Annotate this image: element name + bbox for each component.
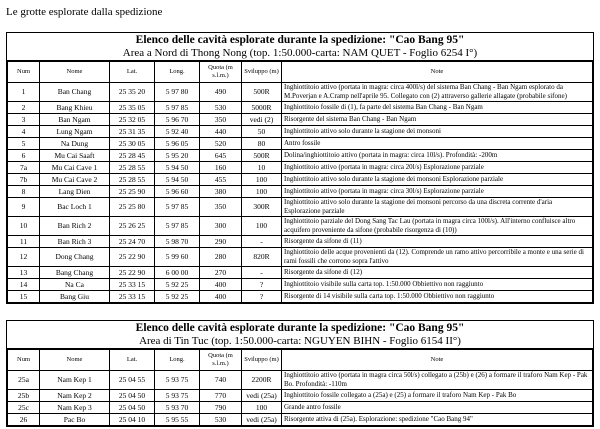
cell-quota: 400 [200,291,242,303]
cell-lat: 25 25 90 [110,186,155,198]
cell-long: 5 97 80 [155,83,200,102]
table-row [8,236,593,248]
cell-lat: 25 25 80 [110,198,155,217]
col-quota: Quota (m s.l.m.) [200,62,242,83]
cell-lat: 25 22 90 [110,267,155,279]
cell-num: 15 [8,291,40,303]
cell-quota: 290 [200,236,242,248]
table-row [8,114,593,126]
cell-quota: 300 [200,217,242,236]
cell-lat: 25 28 45 [110,150,155,162]
cell-num: 11 [8,236,40,248]
cell-long: 5 95 55 [155,414,200,426]
cell-quota: 490 [200,83,242,102]
cell-quota: 520 [200,138,242,150]
table-row [8,83,593,102]
cell-name: Pac Bo [40,414,110,426]
cell-long: 5 96 05 [155,138,200,150]
cell-svil: - [242,236,282,248]
cell-svil: ? [242,279,282,291]
cell-num: 26 [8,414,40,426]
column-headers [8,350,593,371]
cell-long: 5 96 60 [155,186,200,198]
cell-long: 5 92 25 [155,291,200,303]
cell-num: 6 [8,150,40,162]
cell-quota: 400 [200,279,242,291]
cell-svil: 100 [242,402,282,414]
cell-name: Na Dung [40,138,110,150]
table-row [8,267,593,279]
cell-name: Mu Cai Cave 2 [40,174,110,186]
cell-note: Inghiottitoio attivo (portata in magra circa 50l/s) collegato a (25b) e (26) a formare il traforo Nam Kep - Pak Bo. Profondità: -110m [282,371,593,390]
cell-note: Inghiottitoio delle acque provenienti da (12). Comprende un ramo attivo percorribile a monte e una serie di rami fossili che corrono sopra l'attivo [282,248,593,267]
cell-note: Risorgente di 14 visibile sulla carta top. 1:50.000 Obbiettivo non raggiunto [282,291,593,303]
cell-lat: 25 24 70 [110,236,155,248]
table-body [8,83,593,303]
col-lat: Lat. [110,62,155,83]
table-row [8,162,593,174]
cell-long: 5 93 75 [155,371,200,390]
table-row [8,279,593,291]
cell-name: Mu Cai Cave 1 [40,162,110,174]
cell-svil: 100 [242,174,282,186]
cell-svil: - [242,267,282,279]
table-row [8,371,593,390]
cell-lat: 25 26 25 [110,217,155,236]
cell-svil: 500R [242,83,282,102]
cell-long: 5 98 70 [155,236,200,248]
cell-lat: 25 28 55 [110,162,155,174]
cell-num: 8 [8,186,40,198]
cell-name: Na Ca [40,279,110,291]
table-row [8,390,593,402]
table-row [8,291,593,303]
cell-note: Inghiottitoio attivo (portata in magra: circa 400l/s) del sistema Ban Chang - Ban Ngam esplorato da M.Poverjan e A.Cramp nell'aprile 95. Collegato con (2) attraverso gallerie allagate (probabile sifone) [282,83,593,102]
cell-long: 5 92 25 [155,279,200,291]
table-body [8,371,593,426]
cell-lat: 25 04 10 [110,414,155,426]
cell-quota: 790 [200,402,242,414]
col-name: Nome [40,350,110,371]
caves-table-tin-tuc [6,320,594,427]
col-long: Long. [155,350,200,371]
cell-long: 5 93 70 [155,402,200,414]
col-sviluppo: Sviluppo (m) [242,62,282,83]
cell-quota: 380 [200,186,242,198]
cell-note: Risorgente da sifone di (11) [282,236,593,248]
cell-svil: ? [242,291,282,303]
table-row [8,126,593,138]
caves-table-thong-nong [6,32,594,304]
cell-long: 5 94 50 [155,174,200,186]
cell-num: 7a [8,162,40,174]
table-title: Elenco delle cavità esplorate durante la spedizione: "Cao Bang 95" [135,34,465,46]
table-row [8,138,593,150]
cell-num: 25b [8,390,40,402]
cell-svil: 820R [242,248,282,267]
cell-svil: 2200R [242,371,282,390]
cell-lat: 25 33 15 [110,279,155,291]
cell-note: Inghiottitoio visibile sulla carta top. 1:50.000 Obbiettivo non raggiunto [282,279,593,291]
cell-name: Bang Giu [40,291,110,303]
cell-quota: 350 [200,114,242,126]
cell-num: 25c [8,402,40,414]
cell-note: Inghiottitoio attivo solo durante la stagione dei monsoni [282,126,593,138]
cell-long: 6 00 00 [155,267,200,279]
cell-long: 5 97 85 [155,217,200,236]
cell-note: Inghiottitoio attivo (portata in magra: circa 30l/s) Esplorazione parziale [282,186,593,198]
cell-num: 4 [8,126,40,138]
col-note: Note [282,62,593,83]
table-subtitle: Area a Nord di Thong Nong (top. 1:50.000-carta: NAM QUET - Foglio 6254 I°) [122,47,478,59]
col-note: Note [282,350,593,371]
cell-note: Inghiottitoio attivo solo durante la stagione dei monsoni Esplorazione parziale [282,174,593,186]
cell-num: 9 [8,198,40,217]
cell-name: Lung Ngam [40,126,110,138]
table-row [8,102,593,114]
cell-num: 3 [8,114,40,126]
cell-note: Antro fossile [282,138,593,150]
cell-quota: 160 [200,162,242,174]
table-row [8,402,593,414]
table-row [8,150,593,162]
cell-lat: 25 32 05 [110,114,155,126]
cell-lat: 25 35 20 [110,83,155,102]
cell-note: Inghiottitoio parziale del Dong Sang Tac Lau (portata in magra circa 100l/s). All'interno confluisce altro acquifero proveniente da sifone (probabile risorgenza di (10)) [282,217,593,236]
col-num: Num [8,350,40,371]
col-quota: Quota (m s.l.m.) [200,350,242,371]
table-row [8,217,593,236]
cell-num: 12 [8,248,40,267]
cell-note: Risorgente del sistema Ban Chang - Ban Ngam [282,114,593,126]
table-subtitle: Area di Tin Tuc (top. 1:50.000-carta: NGUYEN BIHN - Foglio 6154 II°) [139,335,461,347]
caves-table [7,349,593,426]
cell-name: Bac Loch 1 [40,198,110,217]
cell-lat: 25 33 15 [110,291,155,303]
cell-long: 5 97 85 [155,102,200,114]
cell-name: Bang Chang [40,267,110,279]
table-header [7,33,593,61]
cell-name: Ban Ngam [40,114,110,126]
cell-quota: 645 [200,150,242,162]
cell-quota: 530 [200,102,242,114]
cell-lat: 25 22 90 [110,248,155,267]
table-header [7,321,593,349]
table-title: Elenco delle cavità esplorate durante la spedizione: "Cao Bang 95" [135,322,465,334]
cell-svil: 100 [242,186,282,198]
cell-name: Nam Kep 2 [40,390,110,402]
cell-quota: 280 [200,248,242,267]
cell-name: Ban Chang [40,83,110,102]
cell-num: 5 [8,138,40,150]
cell-svil: 100 [242,217,282,236]
cell-long: 5 94 50 [155,162,200,174]
cell-long: 5 97 85 [155,198,200,217]
cell-note: Dolina/inghiottitoio attivo (portata in magra: circa 10l/s). Profondità: -200m [282,150,593,162]
cell-quota: 740 [200,371,242,390]
cell-note: Risorgente da sifone di (12) [282,267,593,279]
cell-num: 7b [8,174,40,186]
cell-note: Inghiottitoio attivo (portata in magra: circa 20l/s) Esplorazione parziale [282,162,593,174]
cell-name: Dong Chang [40,248,110,267]
cell-note: Inghiottitoio attivo solo durante la stagione dei monsoni percorso da una discreta corrente d'aria Esplorazione parziale [282,198,593,217]
col-long: Long. [155,62,200,83]
table-row [8,198,593,217]
cell-note: Inghiottitoio fossile di (1), fa parte del sistema Ban Chang - Ban Ngam [282,102,593,114]
cell-name: Ban Rich 2 [40,217,110,236]
cell-svil: 5000R [242,102,282,114]
cell-name: Mu Cai Saaft [40,150,110,162]
cell-quota: 770 [200,390,242,402]
cell-long: 5 92 40 [155,126,200,138]
cell-quota: 350 [200,198,242,217]
cell-lat: 25 04 55 [110,371,155,390]
cell-note: Inghiottitoio fossile collegato a (25a) e (25) a formare il traforo Nam Kep - Pak Bo [282,390,593,402]
cell-num: 1 [8,83,40,102]
cell-long: 5 99 60 [155,248,200,267]
table-row [8,248,593,267]
cell-svil: 80 [242,138,282,150]
cell-num: 10 [8,217,40,236]
cell-lat: 25 35 05 [110,102,155,114]
cell-svil: vedi (25a) [242,414,282,426]
cell-quota: 440 [200,126,242,138]
col-sviluppo: Sviluppo (m) [242,350,282,371]
cell-svil: 50 [242,126,282,138]
cell-num: 14 [8,279,40,291]
col-lat: Lat. [110,350,155,371]
cell-name: Lang Dien [40,186,110,198]
cell-quota: 270 [200,267,242,279]
cell-note: Risorgente attiva di (25a). Esplorazione: spedizione "Cao Bang 94" [282,414,593,426]
cell-svil: vedi (25a) [242,390,282,402]
cell-svil: vedi (2) [242,114,282,126]
cell-note: Grande antro fossile [282,402,593,414]
table-row [8,174,593,186]
cell-num: 25a [8,371,40,390]
cell-long: 5 93 75 [155,390,200,402]
cell-name: Nam Kep 3 [40,402,110,414]
table-row [8,186,593,198]
cell-name: Ban Rich 3 [40,236,110,248]
cell-svil: 10 [242,162,282,174]
cell-quota: 455 [200,174,242,186]
table-row [8,414,593,426]
cell-lat: 25 28 55 [110,174,155,186]
cell-svil: 500R [242,150,282,162]
cell-lat: 25 31 35 [110,126,155,138]
caves-table [7,61,593,303]
col-num: Num [8,62,40,83]
cell-svil: 300R [242,198,282,217]
cell-quota: 530 [200,414,242,426]
column-headers [8,62,593,83]
col-name: Nome [40,62,110,83]
cell-long: 5 96 70 [155,114,200,126]
cell-num: 2 [8,102,40,114]
cell-name: Bang Khieu [40,102,110,114]
cell-long: 5 95 20 [155,150,200,162]
cell-lat: 25 04 50 [110,390,155,402]
cell-lat: 25 04 50 [110,402,155,414]
page-title: Le grotte esplorate dalla spedizione [6,6,163,18]
cell-lat: 25 30 05 [110,138,155,150]
cell-name: Nam Kep 1 [40,371,110,390]
cell-num: 13 [8,267,40,279]
